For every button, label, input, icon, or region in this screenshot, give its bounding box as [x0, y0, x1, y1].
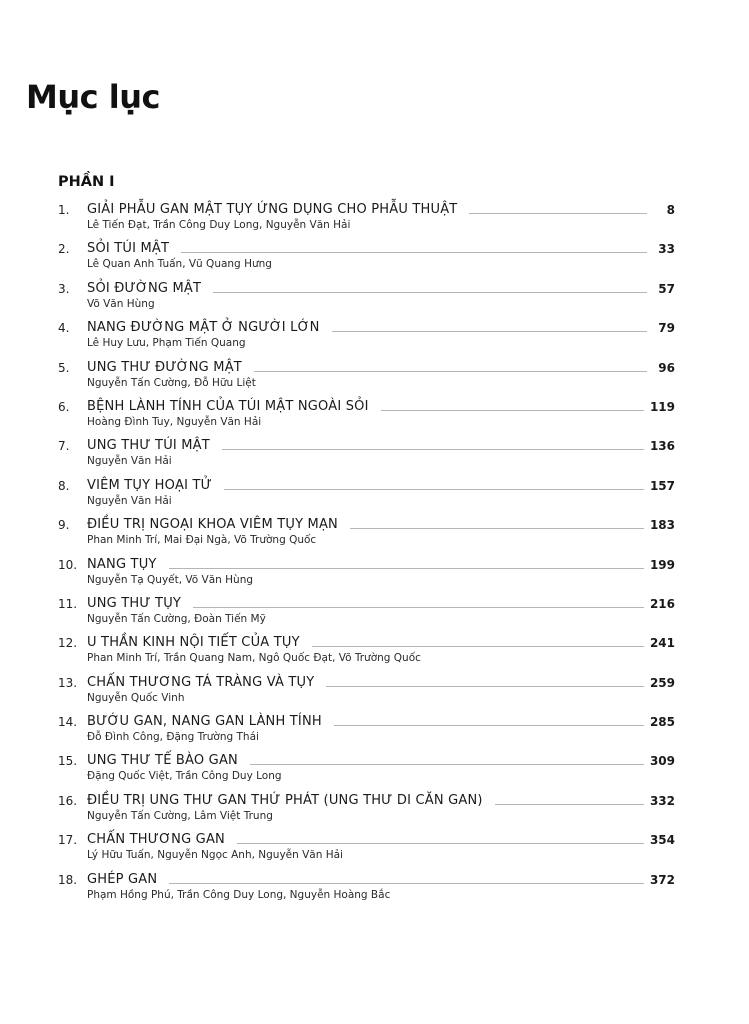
chapter-authors: Hoàng Đình Tuy, Nguyễn Văn Hải [87, 415, 262, 428]
page-number[interactable]: 241 [649, 636, 675, 651]
leader-line [381, 410, 644, 411]
toc-entry-line [58, 593, 675, 612]
chapter-title[interactable]: UNG THƯ TẾ BÀO GAN [87, 753, 238, 769]
chapter-number: 1. [58, 203, 70, 217]
chapter-number: 2. [58, 242, 70, 257]
page-number[interactable]: 259 [649, 675, 675, 690]
page-number[interactable]: 183 [649, 518, 675, 533]
chapter-title[interactable]: VIÊM TỤY HOẠI TỬ [87, 477, 212, 493]
toc-entry-line [58, 238, 675, 257]
toc-entry-line [58, 435, 675, 454]
leader-line [495, 804, 644, 805]
toc-entry-line [58, 396, 675, 415]
chapter-authors: Nguyễn Tấn Cường, Đoàn Tiến Mỹ [87, 612, 266, 625]
chapter-title[interactable]: U THẦN KINH NỘI TIẾT CỦA TỤY [87, 635, 300, 651]
page-number[interactable]: 96 [658, 360, 675, 375]
chapter-title[interactable]: CHẤN THƯƠNG TÁ TRÀNG VÀ TỤY [87, 674, 315, 690]
leader-line [169, 568, 644, 569]
page-number[interactable]: 354 [649, 833, 675, 848]
chapter-number: 17. [58, 833, 78, 848]
leader-line [332, 331, 647, 332]
toc-entry[interactable] [58, 672, 675, 711]
chapter-authors: Võ Văn Hùng [87, 297, 155, 310]
chapter-authors: Phan Minh Trí, Trần Quang Nam, Ngô Quốc Đạt, Võ Trường Quốc [87, 652, 421, 665]
chapter-title[interactable]: CHẤN THƯƠNG GAN [87, 832, 225, 848]
toc-entry-line [58, 317, 675, 336]
chapter-number: 18. [58, 872, 78, 887]
chapter-authors: Nguyễn Văn Hải [87, 494, 172, 507]
chapter-authors: Phan Minh Trí, Mai Đại Ngà, Võ Trường Quốc [87, 534, 317, 547]
chapter-title[interactable]: ĐIỀU TRỊ UNG THƯ GAN THỨ PHÁT (UNG THƯ DI CĂN GAN) [87, 792, 483, 808]
toc-entry-line [58, 869, 675, 888]
chapter-authors: Nguyễn Tấn Cường, Đỗ Hữu Liệt [87, 376, 256, 389]
chapter-number: 10. [58, 557, 78, 572]
toc-entry-line [58, 711, 675, 730]
page-number[interactable]: 372 [649, 872, 675, 887]
chapter-authors: Lê Huy Lưu, Phạm Tiến Quang [87, 337, 246, 350]
chapter-title[interactable]: NANG TỤY [87, 556, 157, 572]
toc-entry-line [58, 514, 675, 533]
page-number[interactable]: 199 [649, 557, 675, 572]
chapter-authors: Phạm Hồng Phú, Trần Công Duy Long, Nguyễn Hoàng Bắc [87, 888, 391, 901]
leader-line [222, 449, 644, 450]
chapter-title[interactable]: SỎI TÚI MẬT [87, 241, 170, 257]
chapter-authors: Lê Quan Anh Tuấn, Vũ Quang Hưng [87, 258, 272, 271]
chapter-number: 11. [58, 596, 78, 611]
toc-entry[interactable] [58, 238, 675, 277]
page-number[interactable]: 332 [649, 793, 675, 808]
toc-entry[interactable] [58, 593, 675, 632]
chapter-number: 5. [58, 360, 70, 375]
chapter-title[interactable]: UNG THƯ ĐƯỜNG MẬT [87, 359, 242, 375]
chapter-title[interactable]: GHÉP GAN [87, 871, 158, 887]
chapter-number: 7. [58, 439, 70, 454]
chapter-authors: Lý Hữu Tuấn, Nguyễn Ngọc Anh, Nguyễn Văn Hải [87, 849, 343, 862]
toc-entry-line [58, 672, 675, 691]
toc-entry[interactable] [58, 317, 675, 356]
leader-line [326, 686, 644, 687]
section-heading: PHẦN I [58, 174, 115, 190]
chapter-number: 14. [58, 715, 78, 730]
chapter-title[interactable]: BỆNH LÀNH TÍNH CỦA TÚI MẬT NGOÀI SỎI [87, 398, 369, 414]
toc-entry[interactable] [58, 435, 675, 474]
chapter-number: 15. [58, 754, 78, 769]
toc-entry-line [58, 750, 675, 769]
toc-entry[interactable] [58, 869, 675, 908]
leader-line [350, 528, 644, 529]
chapter-authors: Lê Tiến Đạt, Trần Công Duy Long, Nguyễn Văn Hải [87, 219, 351, 231]
toc-entry-line [58, 357, 675, 376]
toc-entry[interactable] [58, 711, 675, 750]
page-number[interactable]: 309 [649, 754, 675, 769]
toc-entry[interactable] [58, 514, 675, 553]
chapter-title[interactable]: UNG THƯ TÚI MẬT [87, 438, 210, 454]
toc-entry-line [58, 199, 675, 218]
page-number[interactable]: 57 [658, 281, 675, 296]
chapter-title[interactable]: UNG THƯ TỤY [87, 595, 182, 611]
toc-entry[interactable] [58, 829, 675, 868]
leader-line [250, 764, 644, 765]
leader-line [469, 213, 647, 214]
leader-line [169, 883, 644, 884]
page-title: Mục lục [26, 78, 160, 116]
toc-entry[interactable] [58, 278, 675, 317]
toc-entry-line [58, 475, 675, 494]
page-number[interactable]: 8 [666, 203, 675, 217]
chapter-number: 8. [58, 478, 70, 493]
leader-line [181, 252, 647, 253]
page-number[interactable]: 216 [649, 596, 675, 611]
toc-entry[interactable] [58, 357, 675, 396]
leader-line [193, 607, 644, 608]
page-number[interactable]: 157 [649, 478, 675, 493]
chapter-number: 9. [58, 518, 70, 533]
toc-entry-line [58, 632, 675, 651]
leader-line [213, 292, 647, 293]
toc-entry-line [58, 554, 675, 573]
chapter-authors: Nguyễn Tạ Quyết, Võ Văn Hùng [87, 573, 254, 586]
chapter-authors: Đỗ Đình Công, Đặng Trường Thái [87, 731, 259, 744]
toc-entry[interactable] [58, 396, 675, 435]
toc-entry[interactable] [58, 199, 675, 238]
chapter-title[interactable]: NANG ĐƯỜNG MẬT Ở NGƯỜI LỚN [87, 320, 320, 336]
leader-line [312, 646, 644, 647]
leader-line [237, 843, 644, 844]
chapter-title[interactable]: ĐIỀU TRỊ NGOẠI KHOA VIÊM TỤY MẠN [87, 517, 338, 533]
toc-entry[interactable] [58, 750, 675, 789]
chapter-title[interactable]: SỎI ĐƯỜNG MẬT [87, 280, 202, 296]
page-number[interactable]: 79 [658, 321, 675, 336]
toc-entry-line [58, 829, 675, 848]
chapter-authors: Nguyễn Tấn Cường, Lâm Việt Trung [87, 809, 273, 822]
chapter-title[interactable]: GIẢI PHẪU GAN MẬT TỤY ỨNG DỤNG CHO PHẪU THUẬT [87, 202, 458, 217]
chapter-authors: Nguyễn Văn Hải [87, 455, 172, 468]
chapter-number: 16. [58, 793, 78, 808]
page-number[interactable]: 136 [649, 439, 675, 454]
leader-line [334, 725, 644, 726]
table-of-contents [58, 199, 675, 908]
toc-entry[interactable] [58, 632, 675, 671]
page-number[interactable]: 119 [649, 399, 675, 414]
page-number[interactable]: 285 [649, 715, 675, 730]
chapter-title[interactable]: BƯỚU GAN, NANG GAN LÀNH TÍNH [87, 714, 322, 730]
chapter-number: 3. [58, 281, 70, 296]
toc-entry-line [58, 278, 675, 297]
chapter-number: 4. [58, 321, 70, 336]
chapter-number: 6. [58, 399, 70, 414]
toc-entry[interactable] [58, 554, 675, 593]
toc-entry[interactable] [58, 475, 675, 514]
toc-entry[interactable] [58, 790, 675, 829]
toc-entry-line [58, 790, 675, 809]
chapter-number: 12. [58, 636, 78, 651]
leader-line [224, 489, 644, 490]
chapter-authors: Nguyễn Quốc Vinh [87, 691, 185, 704]
chapter-number: 13. [58, 675, 78, 690]
leader-line [254, 371, 647, 372]
page-number[interactable]: 33 [658, 242, 675, 257]
chapter-authors: Đặng Quốc Việt, Trần Công Duy Long [87, 770, 282, 783]
